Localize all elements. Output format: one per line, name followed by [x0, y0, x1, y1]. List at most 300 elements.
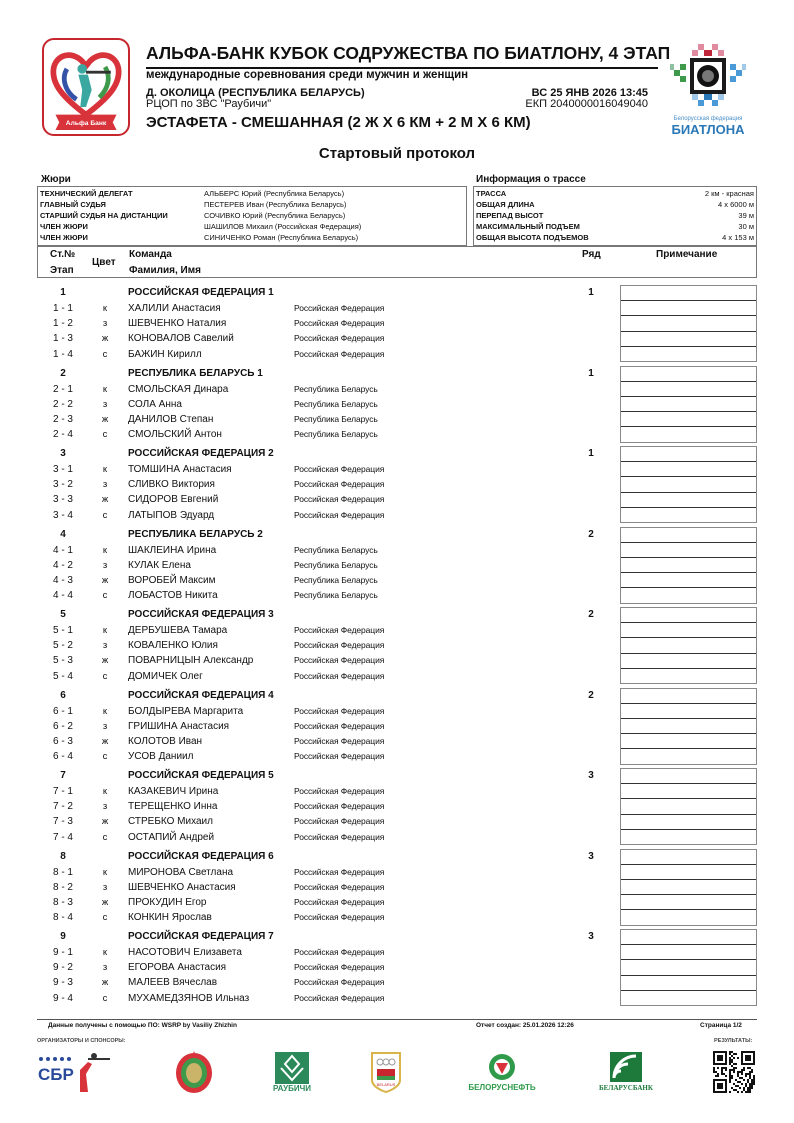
note-line[interactable] — [621, 573, 756, 588]
jury-person: СОЧИВКО Юрий (Республика Беларусь) — [204, 211, 346, 220]
athlete-name: ТЕРЕЩЕНКО Инна — [128, 801, 218, 813]
athlete-leg: 3 - 2 — [52, 479, 73, 491]
notes-box[interactable] — [620, 929, 757, 1006]
team-name: РЕСПУБЛИКА БЕЛАРУСЬ 2 — [128, 528, 263, 540]
team-name: РОССИЙСКАЯ ФЕДЕРАЦИЯ 6 — [128, 850, 274, 862]
athlete-row — [37, 623, 597, 638]
athlete-color: с — [102, 509, 108, 521]
athlete-leg: 4 - 1 — [52, 544, 73, 556]
jury-label: Жюри — [41, 174, 71, 185]
athlete-color: с — [102, 751, 108, 763]
note-line[interactable] — [621, 301, 756, 316]
athlete-row — [37, 543, 597, 558]
belarus-biathlon-pattern-icon — [668, 40, 748, 116]
jury-role: ГЛАВНЫЙ СУДЬЯ — [40, 200, 106, 209]
note-line[interactable] — [621, 991, 756, 1006]
athlete-name: СТРЕБКО Михаил — [128, 816, 213, 828]
athlete-name: КОНКИН Ярослав — [128, 912, 212, 924]
athlete-country: Российская Федерация — [294, 735, 385, 746]
jury-role: ТЕХНИЧЕСКИЙ ДЕЛЕГАТ — [40, 189, 133, 198]
team-block — [37, 605, 757, 686]
note-line[interactable] — [621, 508, 756, 523]
federation-name: БИАТЛОНА — [671, 122, 745, 137]
col-row: Ряд — [582, 249, 601, 260]
team-start-number: 7 — [60, 770, 66, 781]
team-row-number: 3 — [588, 770, 594, 781]
note-line[interactable] — [621, 669, 756, 684]
athlete-leg: 6 - 4 — [52, 751, 73, 763]
competition-title: АЛЬФА-БАНК КУБОК СОДРУЖЕСТВА ПО БИАТЛОНУ, 4 ЭТАП — [146, 43, 658, 69]
note-line[interactable] — [621, 462, 756, 477]
athlete-row — [37, 814, 597, 829]
note-line[interactable] — [621, 397, 756, 412]
athlete-country: Российская Федерация — [294, 509, 385, 520]
team-start-number: 2 — [60, 367, 66, 379]
athlete-leg: 1 - 3 — [52, 333, 73, 345]
belorusneft-label: БЕЛОРУСНЕФТЬ — [468, 1082, 536, 1092]
ekp-code: ЕКП 2040000016049040 — [525, 98, 648, 110]
alfa-bank-cup-logo — [42, 38, 130, 136]
athlete-leg: 7 - 3 — [52, 816, 73, 828]
athlete-color: ж — [101, 735, 109, 747]
athlete-name: ПОВАРНИЦЫН Александр — [128, 655, 254, 667]
team-start-number: 8 — [60, 850, 66, 862]
note-line[interactable] — [621, 799, 756, 814]
athlete-leg: 4 - 3 — [52, 574, 73, 586]
team-start-number: 1 — [60, 287, 66, 298]
athlete-country: Российская Федерация — [294, 816, 385, 827]
svg-text:СБР: СБР — [38, 1065, 74, 1084]
athlete-color: к — [102, 303, 108, 314]
note-line[interactable] — [621, 638, 756, 653]
athlete-name: СМОЛЬСКАЯ Динара — [128, 383, 229, 395]
athlete-color: з — [102, 881, 108, 893]
note-line[interactable] — [621, 623, 756, 638]
athlete-color: ж — [101, 494, 109, 506]
athlete-row — [37, 492, 597, 507]
report-created: Отчет создан: 25.01.2026 12:26 — [476, 1022, 574, 1029]
athlete-country: Российская Федерация — [294, 655, 385, 666]
jury-person: ПЕСТЕРЕВ Иван (Республика Беларусь) — [204, 200, 347, 209]
athlete-row — [37, 558, 597, 573]
track-key: ТРАССА — [476, 189, 507, 198]
athlete-color: з — [102, 318, 108, 330]
athlete-row — [37, 427, 597, 442]
athlete-row — [37, 653, 597, 668]
athlete-country: Республика Беларусь — [294, 559, 378, 570]
belarusbank-logo — [594, 1046, 658, 1098]
athlete-country: Российская Федерация — [294, 348, 385, 359]
notes-box[interactable] — [620, 607, 757, 684]
athlete-color: з — [102, 479, 108, 491]
athlete-leg: 3 - 1 — [52, 464, 73, 475]
track-row — [476, 221, 754, 232]
athlete-leg: 7 - 4 — [52, 831, 73, 843]
results-qr-code[interactable] — [712, 1046, 756, 1098]
team-name: РЕСПУБЛИКА БЕЛАРУСЬ 1 — [128, 367, 263, 379]
sbr-logo-icon — [36, 1050, 116, 1094]
results-label: РЕЗУЛЬТАТЫ: — [714, 1038, 753, 1044]
start-list — [37, 283, 757, 1008]
noc-belarus-logo — [366, 1046, 406, 1098]
note-line[interactable] — [621, 960, 756, 975]
athlete-country: Российская Федерация — [294, 625, 385, 635]
note-line[interactable] — [621, 347, 756, 362]
note-line[interactable] — [621, 332, 756, 347]
athlete-name: ТОМШИНА Анастасия — [128, 464, 232, 475]
footer-divider — [37, 1019, 757, 1020]
athlete-leg: 4 - 2 — [52, 559, 73, 571]
athlete-leg: 9 - 1 — [52, 947, 73, 958]
athlete-name: СИДОРОВ Евгений — [128, 494, 219, 506]
track-value: 2 км - красная — [704, 189, 754, 198]
athlete-color: с — [102, 590, 108, 602]
page-number: Страница 1/2 — [700, 1022, 742, 1029]
athlete-row — [37, 910, 597, 925]
venue: РЦОП по ЗВС "Раубичи" — [146, 98, 272, 110]
athlete-row — [37, 331, 597, 346]
note-line[interactable] — [621, 654, 756, 669]
athlete-color: ж — [101, 816, 109, 828]
track-row — [476, 232, 754, 243]
athlete-country: Российская Федерация — [294, 720, 385, 731]
athlete-row — [37, 397, 597, 412]
team-name: РОССИЙСКАЯ ФЕДЕРАЦИЯ 2 — [128, 448, 274, 459]
athlete-row — [37, 895, 597, 910]
col-team: Команда — [129, 249, 172, 260]
athlete-name: ХАЛИЛИ Анастасия — [128, 303, 221, 314]
athlete-name: КАЗАКЕВИЧ Ирина — [128, 786, 219, 797]
track-key: ОБЩАЯ ВЫСОТА ПОДЪЕМОВ — [476, 233, 589, 242]
note-line[interactable] — [621, 784, 756, 799]
athlete-color: с — [102, 831, 108, 843]
notes-box[interactable] — [620, 768, 757, 845]
athlete-row — [37, 719, 597, 734]
notes-box[interactable] — [620, 446, 757, 523]
athlete-leg: 5 - 2 — [52, 640, 73, 652]
athlete-country: Российская Федерация — [294, 751, 385, 762]
athlete-name: СОЛА Анна — [128, 398, 182, 410]
athlete-name: ШЕВЧЕНКО Наталия — [128, 318, 227, 330]
notes-box[interactable] — [620, 527, 757, 604]
track-key: МАКСИМАЛЬНЫЙ ПОДЪЕМ — [476, 222, 580, 231]
athlete-country: Российская Федерация — [294, 947, 385, 957]
svg-text:Альфа Банк: Альфа Банк — [65, 120, 107, 128]
athlete-name: ДЕРБУШЕВА Тамара — [128, 625, 228, 636]
athlete-country: Российская Федерация — [294, 333, 385, 344]
athlete-country: Республика Беларусь — [294, 383, 378, 394]
note-line[interactable] — [621, 689, 756, 704]
athlete-color: з — [102, 398, 108, 410]
athlete-country: Российская Федерация — [294, 896, 385, 907]
note-line[interactable] — [621, 543, 756, 558]
athlete-country: Российская Федерация — [294, 318, 385, 329]
jury-row — [40, 210, 464, 221]
athlete-leg: 8 - 1 — [52, 866, 73, 878]
team-block — [37, 847, 757, 928]
team-block — [37, 444, 757, 525]
athlete-country: Российская Федерация — [294, 670, 385, 681]
athlete-row — [37, 865, 597, 880]
track-info-table — [473, 186, 757, 246]
athlete-name: ШАКЛЕИНА Ирина — [128, 544, 217, 556]
athlete-row — [37, 347, 597, 362]
athlete-name: КОЛОТОВ Иван — [128, 735, 203, 747]
athlete-name: МАЛЕЕВ Вячеслав — [128, 977, 218, 989]
olympic-committee-icon — [369, 1050, 403, 1094]
note-line[interactable] — [621, 910, 756, 925]
state-emblem-icon — [173, 1049, 215, 1095]
athlete-country: Республика Беларусь — [294, 544, 378, 555]
athlete-country: Республика Беларусь — [294, 590, 378, 601]
athlete-color: з — [102, 720, 108, 732]
athlete-country: Российская Федерация — [294, 786, 385, 796]
note-line[interactable] — [621, 850, 756, 865]
note-line[interactable] — [621, 528, 756, 543]
software-credit: Данные получены с помощью ПО: WSRP by Vasiliy Zhizhin — [48, 1022, 237, 1029]
federation-caption: Белорусская федерация — [673, 116, 743, 122]
qr-code-icon — [713, 1051, 755, 1093]
athlete-color: з — [102, 640, 108, 652]
team-row-number: 3 — [588, 931, 594, 942]
athlete-name: ЕГОРОВА Анастасия — [128, 962, 227, 974]
document-title: Стартовый протокол — [318, 145, 476, 162]
note-line[interactable] — [621, 830, 756, 845]
athlete-country: Российская Федерация — [294, 977, 385, 988]
team-start-number: 4 — [60, 528, 66, 540]
note-line[interactable] — [621, 367, 756, 382]
athlete-row — [37, 799, 597, 814]
team-block — [37, 686, 757, 767]
athlete-color: с — [102, 429, 108, 441]
athlete-row — [37, 830, 597, 845]
team-row-number: 1 — [588, 448, 594, 459]
athlete-row — [37, 508, 597, 523]
athlete-country: Российская Федерация — [294, 303, 385, 313]
event-name: ЭСТАФЕТА - СМЕШАННАЯ (2 Ж X 6 КМ + 2 М X 6 КМ) — [146, 114, 531, 131]
athlete-row — [37, 784, 597, 799]
note-line[interactable] — [621, 815, 756, 830]
note-line[interactable] — [621, 976, 756, 991]
track-info-label: Информация о трассе — [476, 174, 586, 185]
athlete-name: КОНОВАЛОВ Савелий — [128, 333, 234, 345]
jury-row — [40, 232, 464, 243]
jury-row — [40, 221, 464, 232]
athlete-color: к — [102, 625, 108, 636]
note-line[interactable] — [621, 769, 756, 784]
team-name: РОССИЙСКАЯ ФЕДЕРАЦИЯ 7 — [128, 931, 274, 942]
note-line[interactable] — [621, 734, 756, 749]
athlete-color: ж — [101, 574, 109, 586]
note-line[interactable] — [621, 447, 756, 462]
athlete-country: Российская Федерация — [294, 464, 385, 474]
track-value: 4 x 6000 м — [717, 200, 754, 209]
athlete-country: Российская Федерация — [294, 992, 385, 1003]
athlete-color: з — [102, 962, 108, 974]
athlete-leg: 7 - 2 — [52, 801, 73, 813]
jury-row — [40, 188, 464, 199]
athlete-leg: 1 - 4 — [52, 348, 73, 360]
athlete-row — [37, 704, 597, 719]
athlete-color: с — [102, 912, 108, 924]
athlete-leg: 1 - 2 — [52, 318, 73, 330]
note-line[interactable] — [621, 477, 756, 492]
athlete-row — [37, 588, 597, 603]
location: Д. ОКОЛИЦА (РЕСПУБЛИКА БЕЛАРУСЬ) — [146, 87, 365, 99]
col-start-no: Ст.№ — [50, 249, 76, 260]
note-line[interactable] — [621, 719, 756, 734]
note-line[interactable] — [621, 558, 756, 573]
jury-person: АЛЬБЕРС Юрий (Республика Беларусь) — [204, 189, 345, 198]
athlete-name: ЛОБАСТОВ Никита — [128, 590, 218, 602]
athlete-country: Республика Беларусь — [294, 413, 378, 424]
sbr-logo — [36, 1046, 116, 1098]
athlete-name: ОСТАПИЙ Андрей — [128, 831, 215, 843]
athlete-country: Российская Федерация — [294, 831, 385, 842]
notes-box[interactable] — [620, 285, 757, 362]
athlete-color: с — [102, 992, 108, 1004]
athlete-color: с — [102, 348, 108, 360]
col-name: Фамилия, Имя — [129, 265, 201, 276]
jury-row — [40, 199, 464, 210]
athlete-row — [37, 573, 597, 588]
athlete-color: з — [102, 801, 108, 813]
athlete-color: к — [102, 544, 108, 556]
athlete-country: Российская Федерация — [294, 881, 385, 892]
note-line[interactable] — [621, 930, 756, 945]
athlete-country: Республика Беларусь — [294, 398, 378, 409]
athlete-color: з — [102, 559, 108, 571]
note-line[interactable] — [621, 286, 756, 301]
athlete-name: ШЕВЧЕНКО Анастасия — [128, 881, 236, 893]
athlete-row — [37, 316, 597, 331]
athlete-row — [37, 477, 597, 492]
athlete-leg: 9 - 2 — [52, 962, 73, 974]
athlete-name: ВОРОБЕЙ Максим — [128, 574, 216, 586]
team-block — [37, 927, 757, 1008]
athlete-name: КОВАЛЕНКО Юлия — [128, 640, 218, 652]
jury-table — [37, 186, 467, 246]
athlete-country: Республика Беларусь — [294, 429, 378, 440]
athlete-leg: 6 - 2 — [52, 720, 73, 732]
athlete-leg: 5 - 1 — [52, 625, 73, 636]
team-block — [37, 283, 757, 364]
jury-person: СИНИЧЕНКО Роман (Республика Беларусь) — [204, 233, 359, 242]
team-start-number: 6 — [60, 689, 66, 701]
athlete-country: Российская Федерация — [294, 962, 385, 973]
svg-text:BELARUS: BELARUS — [376, 1082, 396, 1087]
competition-subtitle: международные соревнования среди мужчин и женщин — [146, 69, 469, 81]
athlete-row — [37, 734, 597, 749]
athlete-name: СЛИВКО Виктория — [128, 479, 215, 491]
athlete-leg: 6 - 1 — [52, 705, 73, 717]
note-line[interactable] — [621, 382, 756, 397]
track-key: ОБЩАЯ ДЛИНА — [476, 200, 535, 209]
team-row-number: 2 — [588, 689, 594, 701]
team-name: РОССИЙСКАЯ ФЕДЕРАЦИЯ 5 — [128, 770, 274, 781]
athlete-name: НАСОТОВИЧ Елизавета — [128, 947, 242, 958]
note-line[interactable] — [621, 493, 756, 508]
athlete-name: УСОВ Даниил — [128, 751, 194, 763]
team-start-number: 5 — [60, 609, 66, 620]
team-name: РОССИЙСКАЯ ФЕДЕРАЦИЯ 3 — [128, 609, 274, 620]
raubichi-icon — [275, 1052, 309, 1084]
athlete-row — [37, 880, 597, 895]
team-start-number: 9 — [60, 931, 66, 942]
jury-role: ЧЛЕН ЖЮРИ — [40, 222, 88, 231]
team-block — [37, 525, 757, 606]
note-line[interactable] — [621, 895, 756, 910]
raubichi-logo — [270, 1046, 314, 1098]
athlete-leg: 8 - 3 — [52, 896, 73, 908]
team-start-number: 3 — [60, 448, 66, 459]
team-name: РОССИЙСКАЯ ФЕДЕРАЦИЯ 4 — [128, 689, 274, 701]
track-value: 30 м — [738, 222, 754, 231]
athlete-country: Российская Федерация — [294, 801, 385, 812]
athlete-row — [37, 975, 597, 990]
note-line[interactable] — [621, 865, 756, 880]
note-line[interactable] — [621, 412, 756, 427]
team-row-number: 3 — [588, 850, 594, 862]
athlete-leg: 3 - 3 — [52, 494, 73, 506]
athlete-name: СМОЛЬСКИЙ Антон — [128, 429, 222, 441]
note-line[interactable] — [621, 945, 756, 960]
athlete-country: Российская Федерация — [294, 479, 385, 490]
athlete-color: к — [102, 705, 108, 717]
notes-box[interactable] — [620, 688, 757, 765]
notes-box[interactable] — [620, 366, 757, 443]
athlete-row — [37, 749, 597, 764]
belarusbank-icon — [610, 1052, 642, 1082]
heart-biathlete-icon — [44, 40, 128, 134]
athlete-name: БАЖИН Кирилл — [128, 348, 202, 360]
note-line[interactable] — [621, 427, 756, 442]
note-line[interactable] — [621, 704, 756, 719]
athlete-name: ПРОКУДИН Егор — [128, 896, 207, 908]
athlete-color: ж — [101, 977, 109, 989]
jury-person: ШАШИЛОВ Михаил (Российская Федерация) — [204, 222, 362, 231]
athlete-color: ж — [101, 333, 109, 345]
athlete-color: к — [102, 786, 108, 797]
athlete-leg: 2 - 3 — [52, 413, 73, 425]
athlete-row — [37, 301, 597, 316]
note-line[interactable] — [621, 588, 756, 603]
athlete-name: ГРИШИНА Анастасия — [128, 720, 230, 732]
raubichi-label: РАУБИЧИ — [273, 1083, 311, 1093]
athlete-leg: 8 - 4 — [52, 912, 73, 924]
athlete-country: Российская Федерация — [294, 705, 385, 716]
track-row — [476, 210, 754, 221]
athlete-color: ж — [101, 413, 109, 425]
col-color: Цвет — [92, 257, 116, 268]
athlete-country: Российская Федерация — [294, 866, 385, 877]
athlete-leg: 2 - 4 — [52, 429, 73, 441]
belorusneft-logo — [462, 1046, 542, 1098]
notes-box[interactable] — [620, 849, 757, 926]
note-line[interactable] — [621, 880, 756, 895]
note-line[interactable] — [621, 608, 756, 623]
belarus-emblem-logo — [170, 1046, 218, 1098]
athlete-color: ж — [101, 655, 109, 667]
athlete-row — [37, 669, 597, 684]
team-row-number: 1 — [588, 287, 594, 298]
note-line[interactable] — [621, 749, 756, 764]
athlete-color: к — [102, 464, 108, 475]
athlete-country: Российская Федерация — [294, 494, 385, 505]
note-line[interactable] — [621, 316, 756, 331]
team-row-number: 1 — [588, 367, 594, 379]
athlete-row — [37, 960, 597, 975]
